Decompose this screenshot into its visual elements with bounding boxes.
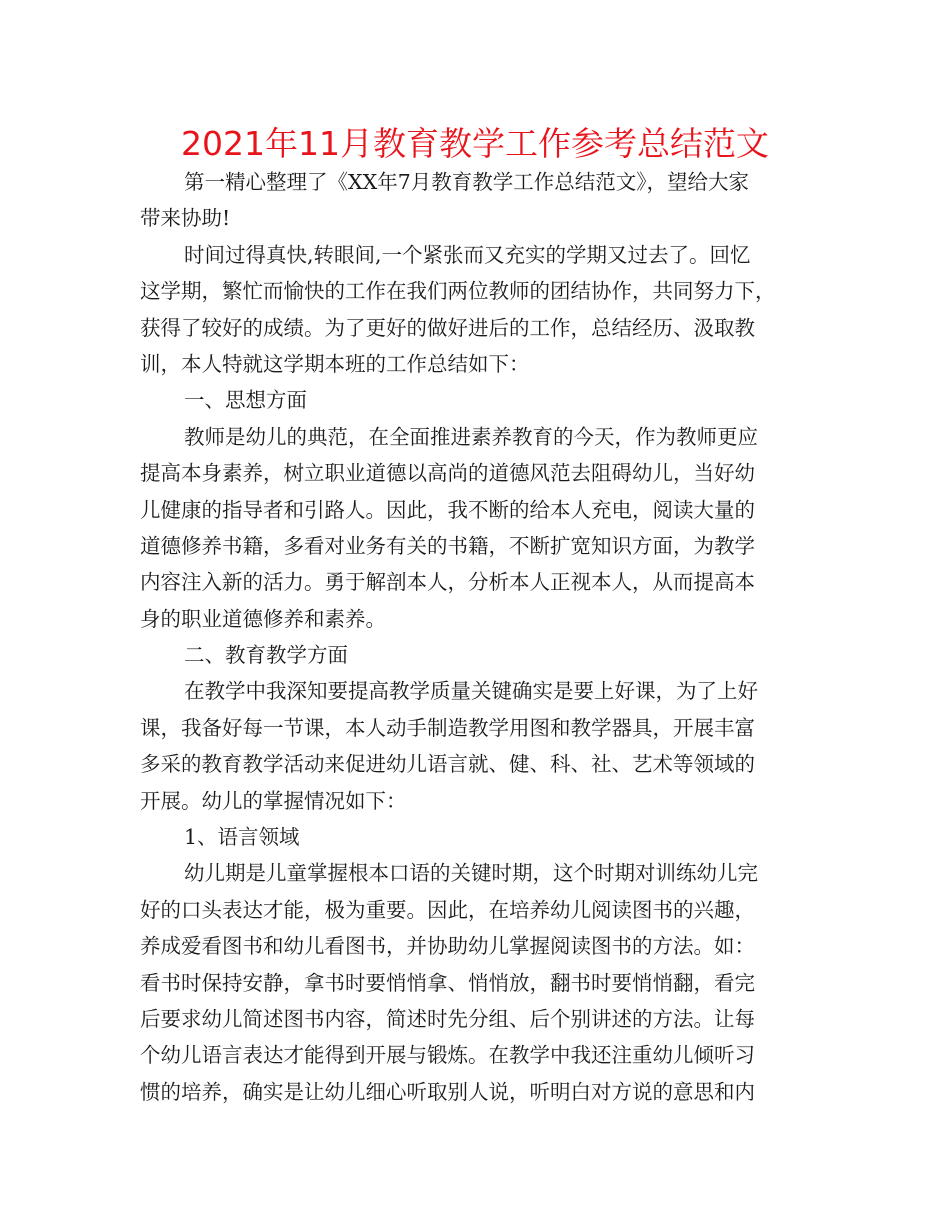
text-line: 开展。幼儿的掌握情况如下：: [140, 788, 407, 813]
text-line: 训，本人特就这学期本班的工作总结如下：: [140, 351, 530, 376]
text-line: 时间过得真快,转眼间,一个紧张而又充实的学期又过去了。回忆: [184, 242, 751, 267]
text-line: 1、语言领域: [184, 825, 300, 850]
text-line: 在教学中我深知要提高教学质量关键确实是要上好课，为了上好: [184, 679, 758, 704]
text-line: 道德修养书籍，多看对业务有关的书籍，不断扩宽知识方面，为教学: [140, 533, 755, 558]
text-line: 课，我备好每一节课，本人动手制造教学用图和教学器具，开展丰富: [140, 715, 755, 740]
document-body: [140, 164, 820, 1110]
text-line: 提高本身素养，树立职业道德以高尚的道德风范去阻碍幼儿，当好幼: [140, 461, 755, 486]
text-line: 看书时保持安静，拿书时要悄悄拿、悄悄放，翻书时要悄悄翻，看完: [140, 970, 755, 995]
text-line: 惯的培养，确实是让幼儿细心听取别人说，听明白对方说的意思和内: [140, 1079, 755, 1104]
text-line: 一、思想方面: [184, 388, 307, 413]
text-line: 身的职业道德修养和素养。: [140, 606, 386, 631]
text-line: 二、教育教学方面: [184, 643, 348, 668]
text-line: 获得了较好的成绩。为了更好的做好进后的工作，总结经历、汲取教: [140, 315, 755, 340]
text-line: 后要求幼儿简述图书内容，简述时先分组、后个别讲述的方法。让每: [140, 1006, 755, 1031]
text-line: 第一精心整理了《XX年7月教育教学工作总结范文》，望给大家: [184, 170, 749, 194]
text-line: 养成爱看图书和幼儿看图书，并协助幼儿掌握阅读图书的方法。如：: [140, 934, 755, 959]
text-line: 这学期，繁忙而愉快的工作在我们两位教师的团结协作，共同努力下，: [140, 279, 776, 304]
text-line: 带来协助!: [140, 206, 231, 231]
text-line: 教师是幼儿的典范，在全面推进素养教育的今天，作为教师更应: [184, 424, 758, 449]
text-line: 幼儿期是儿童掌握根本口语的关键时期，这个时期对训练幼儿完: [184, 861, 758, 886]
text-line: 儿健康的指导者和引路人。因此，我不断的给本人充电，阅读大量的: [140, 497, 755, 522]
text-line: 好的口头表达才能，极为重要。因此，在培养幼儿阅读图书的兴趣，: [140, 897, 755, 922]
text-line: 多采的教育教学活动来促进幼儿语言就、健、科、社、艺术等领域的: [140, 752, 755, 777]
text-line: 个幼儿语言表达才能得到开展与锻炼。在教学中我还注重幼儿倾听习: [140, 1043, 755, 1068]
document-title: 2021年11月教育教学工作参考总结范文: [181, 124, 769, 163]
text-line: 内容注入新的活力。勇于解剖本人，分析本人正视本人，从而提高本: [140, 570, 755, 595]
